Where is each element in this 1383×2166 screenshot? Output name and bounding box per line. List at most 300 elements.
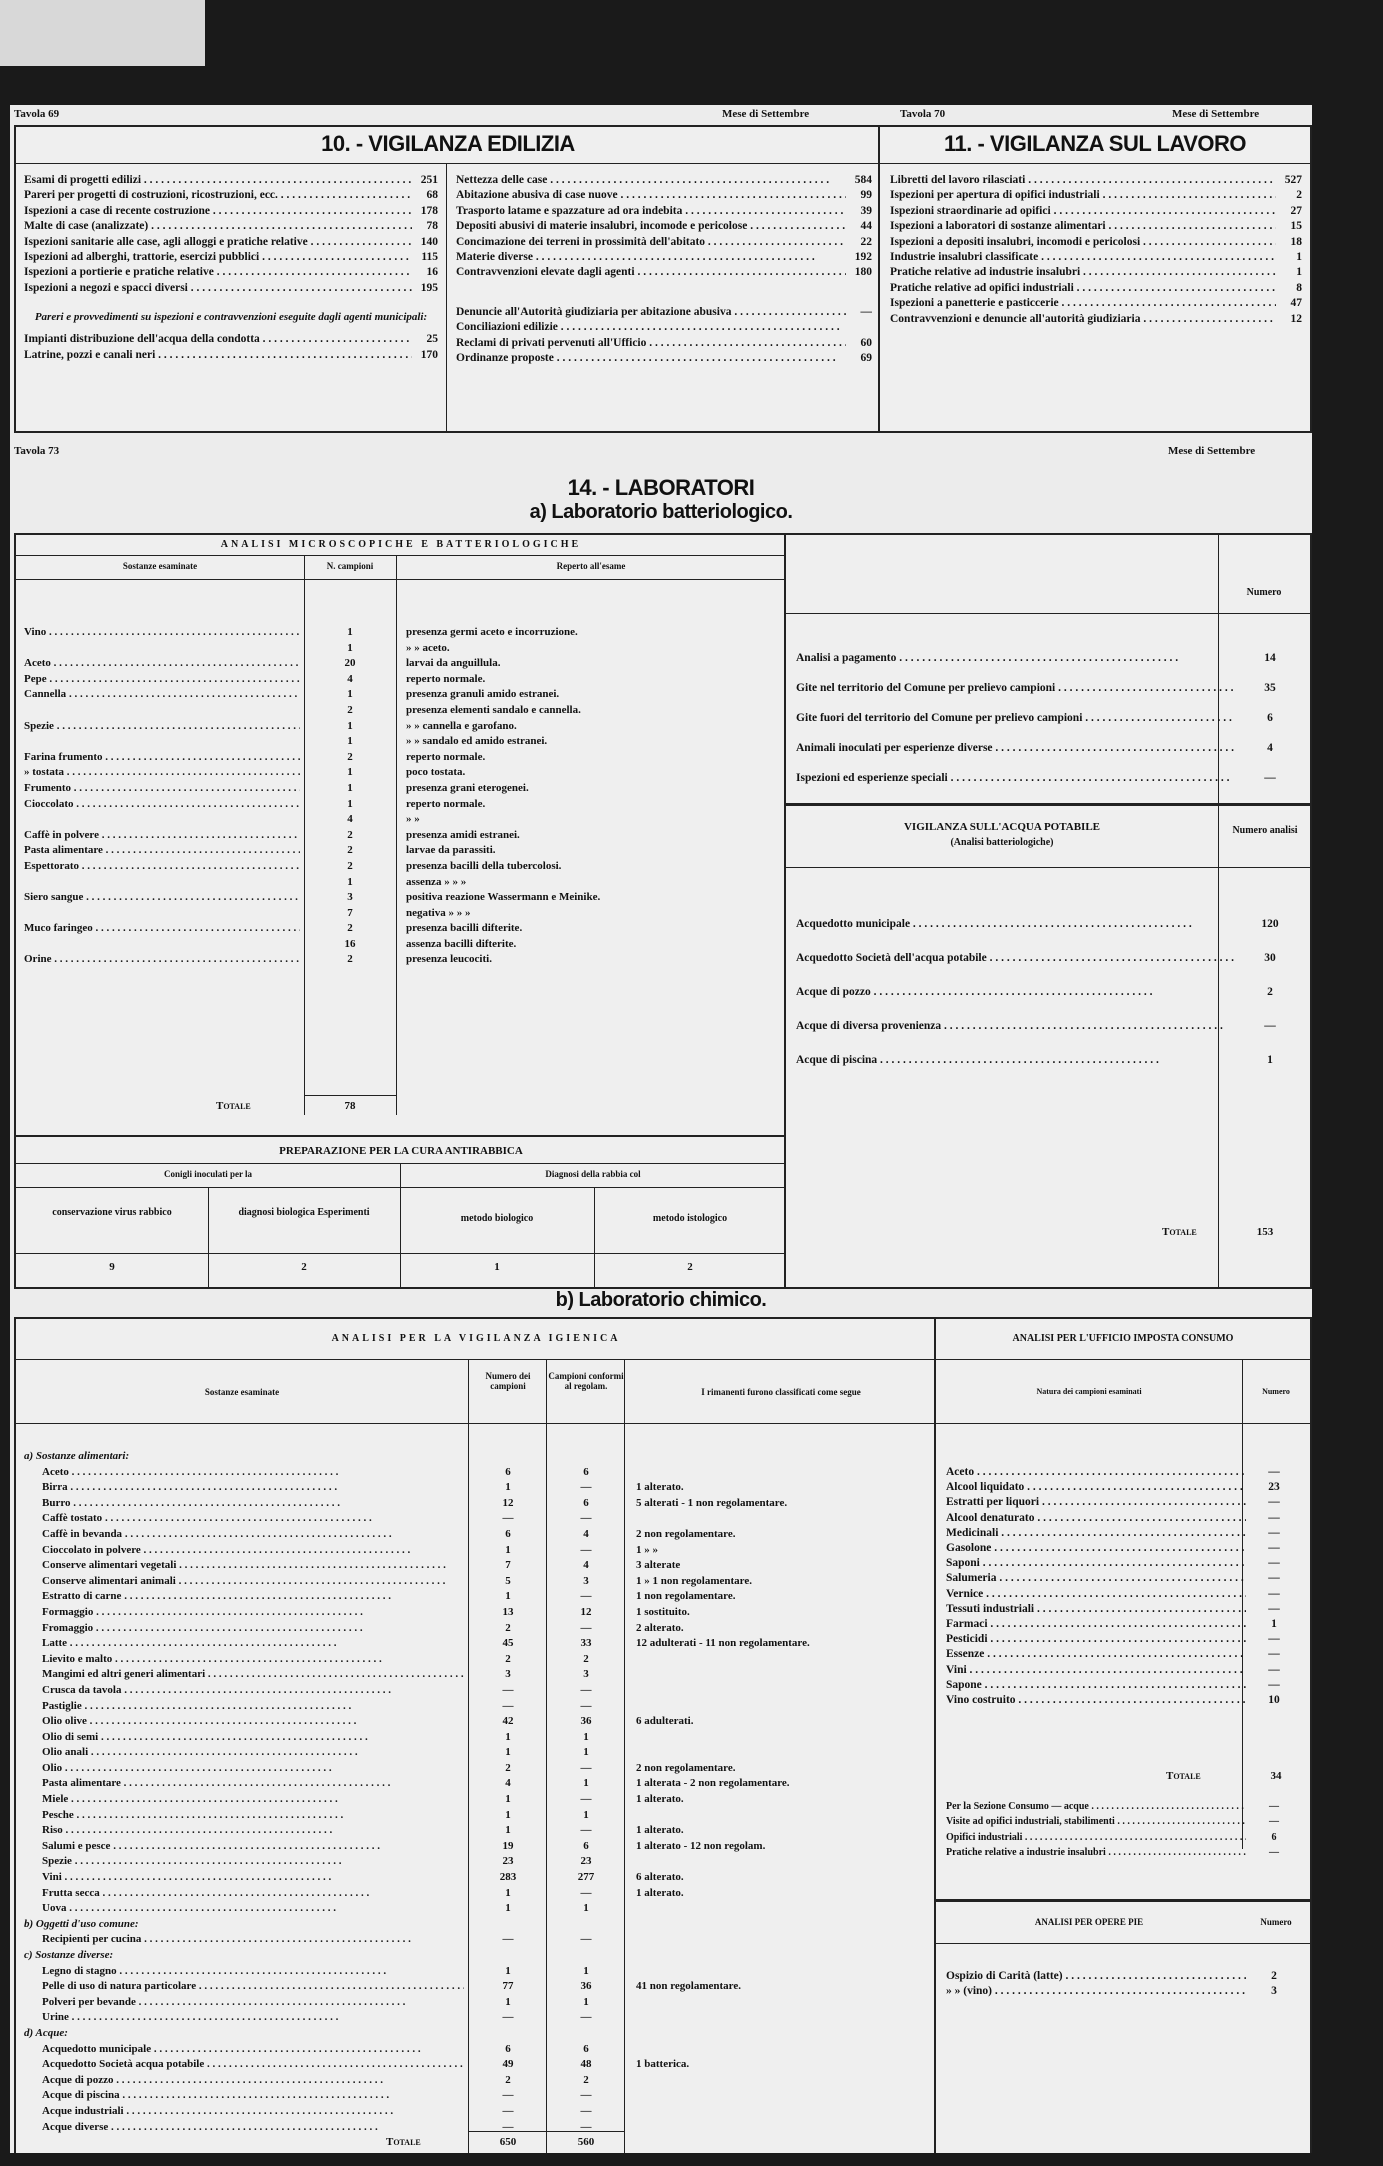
micro-reperto: larvae da parassiti. <box>406 844 496 857</box>
analisi-microscopiche-section <box>14 533 788 1155</box>
chimico-numero: 13 <box>502 1605 514 1618</box>
micro-campioni: 1 <box>347 797 353 810</box>
chimico-rimanenti <box>636 2073 932 2089</box>
lavoro-item-value: 12 <box>1290 312 1302 325</box>
micro-reperto: larvai da anguillula. <box>406 657 501 670</box>
micro-reperto-col <box>406 625 780 968</box>
acqua-subtitle: (Analisi batteriologiche) <box>950 837 1054 848</box>
consumo-item <box>946 1571 1302 1586</box>
opere-pie-numero: Numero <box>1260 1917 1292 1927</box>
chimico-rimanenti: 6 adulterati. <box>636 1715 694 1728</box>
edilizia-item <box>456 265 872 280</box>
chimico-numero: 6 <box>505 1465 511 1478</box>
micro-sostanza: Orine . . . <box>24 952 300 968</box>
col-campioni: N. campioni <box>326 561 374 571</box>
chimico-rimanenti: 12 adulterati - 11 non regolamentare. <box>636 1637 810 1650</box>
micro-campioni: 3 <box>347 891 353 904</box>
edilizia-item-value <box>846 320 872 335</box>
chimico-sostanza: Conserve alimentari animali . . . <box>24 1574 464 1590</box>
edilizia-item <box>24 235 438 250</box>
lavoro-item-value: 27 <box>1290 204 1302 217</box>
consumo-item <box>946 1480 1302 1495</box>
chimico-conformi <box>548 1948 624 1964</box>
chimico-sostanza: Olio . . . <box>24 1761 464 1777</box>
chimico-conformi: — <box>580 1543 592 1556</box>
micro-reperto: » » sandalo ed amido estranei. <box>406 735 548 748</box>
consumo-item-value: 1 <box>1271 1618 1277 1631</box>
edilizia-item-label: Ispezioni a case di recente costruzione . . . <box>24 204 412 219</box>
consumo-item-label: Pesticidi . . . <box>946 1632 1246 1647</box>
opere-pie-list <box>946 1969 1302 2000</box>
edilizia-item-label: Impianti distribuzione dell'acqua della condotta . . . <box>24 332 412 347</box>
opere-pie-item-value: 3 <box>1271 1985 1277 1998</box>
acqua-title: VIGILANZA SULL'ACQUA POTABILE <box>903 821 1100 833</box>
consumo-item-label: Farmaci . . . <box>946 1617 1246 1632</box>
chimico-sostanza: b) Oggetti d'uso comune: <box>24 1917 139 1930</box>
chimico-conformi: 36 <box>580 1980 592 1993</box>
chimico-conformi: 3 <box>583 1668 589 1681</box>
consumo-item-value: — <box>1268 1663 1280 1676</box>
lab-activity-item-value: 6 <box>1267 712 1273 724</box>
chimico-conformi: 6 <box>583 1465 589 1478</box>
lab-activity-item-label: Animali inoculati per esperienze diverse . . . <box>796 733 1234 763</box>
edilizia-item-label: Esami di progetti edilizi . . . <box>24 173 412 188</box>
chimico-sostanza: Burro . . . <box>24 1496 464 1512</box>
month-label-mid: Mese di Settembre <box>1168 445 1256 457</box>
acqua-item-value: 1 <box>1267 1054 1273 1066</box>
consumo-item-label: Alcool denaturato . . . <box>946 1511 1246 1526</box>
chimico-sostanza: Caffè tostato . . . <box>24 1511 464 1527</box>
acqua-item-label: Acquedotto municipale . . . <box>796 907 1192 941</box>
consumo-title: ANALISI PER L'UFFICIO IMPOSTA CONSUMO <box>1012 1333 1234 1344</box>
vigilanza-lavoro-section <box>878 125 1312 433</box>
prep-col-metodo-biologico: metodo biologico <box>460 1213 534 1224</box>
micro-reperto: reperto normale. <box>406 672 486 685</box>
consumo-item-value: — <box>1268 1678 1280 1691</box>
chimico-conformi: 1 <box>583 1902 589 1915</box>
consumo-extra-item-value: 6 <box>1271 1831 1277 1843</box>
chimico-totale-num: 650 <box>499 2136 517 2148</box>
acqua-item-value: 2 <box>1267 986 1273 998</box>
lavoro-item <box>890 281 1302 296</box>
micro-campioni: 7 <box>347 906 353 919</box>
chimico-numero: 49 <box>502 2058 514 2071</box>
micro-sostanza: Siero sangue . . . <box>24 890 300 906</box>
lavoro-item-label: Ispezioni straordinarie ad opifici . . . <box>890 204 1276 219</box>
edilizia-item-value: — <box>860 305 872 318</box>
chimico-rimanenti <box>636 1808 932 1824</box>
prep-col-metodo-istologico: metodo istologico <box>652 1213 728 1224</box>
micro-campioni: 2 <box>347 703 353 716</box>
lab-activity-item <box>796 673 1306 703</box>
chimico-numero: — <box>502 1699 514 1712</box>
edilizia-item-label: Ordinanze proposte . . . <box>456 351 836 366</box>
micro-campioni: 2 <box>347 859 353 872</box>
consumo-item <box>946 1587 1302 1602</box>
page <box>10 105 1312 2153</box>
micro-campioni: 2 <box>347 922 353 935</box>
edilizia-item-label: Ispezioni a portierie e pratiche relative . . . <box>24 265 412 280</box>
micro-sostanza: Cannella . . . <box>24 687 300 703</box>
opere-pie-item-label: Ospizio di Carità (latte) . . . <box>946 1969 1246 1984</box>
lavoro-item <box>890 296 1302 311</box>
micro-campioni: 1 <box>347 719 353 732</box>
lab-right-section <box>784 533 1312 1289</box>
chimico-sostanza: Caffè in bevanda . . . <box>24 1527 464 1543</box>
lavoro-item-label: Ispezioni per apertura di opifici industriali . . . <box>890 188 1276 203</box>
chimico-conformi <box>548 2026 624 2042</box>
prep-header-diagnosi: Diagnosi della rabbia col <box>545 1169 641 1179</box>
chimico-conformi: — <box>580 1481 592 1494</box>
consumo-item-label: Essenze . . . <box>946 1647 1246 1662</box>
prep-val-3: 1 <box>494 1261 500 1273</box>
col-reperto: Reperto all'esame <box>556 561 626 571</box>
chimico-numero: 6 <box>505 2042 511 2055</box>
edilizia-item <box>24 332 438 347</box>
lavoro-list <box>890 173 1302 327</box>
section-title: 11. - VIGILANZA SUL LAVORO <box>944 131 1246 156</box>
chimico-rimanenti <box>636 1948 932 1964</box>
chimico-numero: 2 <box>505 2073 511 2086</box>
lab-activity-item-value: 35 <box>1264 682 1276 694</box>
consumo-item-value: 10 <box>1268 1694 1280 1707</box>
consumo-item-value: — <box>1268 1496 1280 1509</box>
micro-campioni: 2 <box>347 844 353 857</box>
consumo-extra-item-value: — <box>1269 1816 1279 1828</box>
consumo-item-value: — <box>1268 1648 1280 1661</box>
chimico-sostanza: Spezie . . . <box>24 1854 464 1870</box>
prep-val-4: 2 <box>687 1261 693 1273</box>
micro-sostanza <box>24 734 300 750</box>
chimico-numero: 1 <box>505 1995 511 2008</box>
igienica-caption: ANALISI PER LA VIGILANZA IGIENICA <box>331 1333 621 1344</box>
chimico-rimanenti <box>636 1699 932 1715</box>
acqua-item-label: Acque di pozzo . . . <box>796 975 1153 1009</box>
chimico-conformi: 277 <box>577 1871 595 1884</box>
chimico-rimanenti: 2 non regolamentare. <box>636 1527 736 1540</box>
tavola-73-label: Tavola 73 <box>14 445 60 457</box>
chimico-rimanenti <box>636 1995 932 2011</box>
col-rimanenti: I rimanenti furono classificati come segue <box>701 1387 861 1397</box>
chimico-sostanza: a) Sostanze alimentari: <box>24 1450 130 1462</box>
chimico-conformi: 23 <box>580 1855 592 1868</box>
chimico-rimanenti <box>636 1932 932 1948</box>
edilizia-item-label: Trasporto latame e spazzature ad ora indebita . . . <box>456 204 846 219</box>
chimico-rimanenti <box>636 1964 932 1980</box>
acqua-item-label: Acque di diversa provenienza . . . <box>796 1009 1223 1043</box>
lab-activity-item <box>796 763 1306 793</box>
lavoro-item <box>890 219 1302 234</box>
chimico-conformi: — <box>580 1761 592 1774</box>
month-label-left: Mese di Settembre <box>722 108 810 120</box>
acqua-totale-label: Totale <box>1162 1226 1197 1238</box>
edilizia-item <box>24 250 438 265</box>
micro-sostanza: Frumento . . . <box>24 781 300 797</box>
edilizia-item-value: 195 <box>420 281 438 294</box>
right-numero-header: Numero <box>1246 587 1282 598</box>
edilizia-item-value: 60 <box>860 336 872 349</box>
prep-col-conservazione: conservazione virus rabbico <box>52 1207 172 1218</box>
acqua-item <box>796 907 1306 941</box>
lavoro-item <box>890 188 1302 203</box>
chimico-conformi: 1 <box>583 1777 589 1790</box>
edilizia-item-label: Depositi abusivi di materie insalubri, incomode e pericolose . . . <box>456 219 846 234</box>
micro-reperto: presenza bacilli difterite. <box>406 922 523 935</box>
chimico-rimanenti <box>636 2104 932 2120</box>
consumo-item-value: — <box>1268 1572 1280 1585</box>
micro-campioni: 1 <box>347 688 353 701</box>
consumo-extra-item <box>946 1799 1302 1814</box>
chimico-numero: 42 <box>502 1715 514 1728</box>
micro-sostanze-col <box>24 625 300 968</box>
consumo-item-value: — <box>1268 1511 1280 1524</box>
chimico-sostanza: Uova . . . <box>24 1901 464 1917</box>
micro-campioni: 1 <box>347 641 353 654</box>
chimico-rimanenti <box>636 1901 932 1917</box>
chimico-rimanenti <box>636 1854 932 1870</box>
chimico-conformi <box>548 1917 624 1933</box>
chimico-conformi: — <box>580 1793 592 1806</box>
acqua-item-value: — <box>1264 1020 1276 1032</box>
consumo-item-value: — <box>1268 1587 1280 1600</box>
chimico-conformi: — <box>580 2011 592 2024</box>
chimico-numero <box>470 1917 546 1933</box>
chimico-numero: — <box>502 2104 514 2117</box>
chimico-conformi: 1 <box>583 1964 589 1977</box>
edilizia-subtitle: Pareri e provvedimenti su ispezioni e contravvenzioni eseguite dagli agenti municipali: <box>34 311 428 324</box>
consumo-item <box>946 1602 1302 1617</box>
chimico-numero: 77 <box>502 1980 514 1993</box>
chimico-conformi: — <box>580 2089 592 2102</box>
consumo-col-natura: Natura dei campioni esaminati <box>1036 1387 1142 1396</box>
micro-sostanza: Cioccolato . . . <box>24 797 300 813</box>
consumo-totale-label: Totale <box>1166 1770 1201 1782</box>
micro-reperto: assenza bacilli difterite. <box>406 937 517 950</box>
edilizia-item <box>24 219 438 234</box>
preparazione-antirabbica-section <box>14 1135 788 1289</box>
edilizia-item-value: 25 <box>426 333 438 346</box>
edilizia-item <box>456 351 872 366</box>
chimico-numero: 7 <box>505 1559 511 1572</box>
micro-campioni: 20 <box>344 657 356 670</box>
consumo-extra-item-label: Visite ad opifici industriali, stabilimenti . . . <box>946 1814 1246 1829</box>
micro-reperto: reperto normale. <box>406 750 486 763</box>
micro-campioni: 1 <box>347 626 353 638</box>
chimico-numero: — <box>502 1933 514 1946</box>
chimico-rimanenti <box>636 2010 932 2026</box>
micro-reperto: presenza amidi estranei. <box>406 828 520 841</box>
edilizia-item-label: Ispezioni sanitarie alle case, agli alloggi e pratiche relative . . . <box>24 235 412 250</box>
edilizia-item <box>24 204 438 219</box>
lab-activity-item-label: Analisi a pagamento . . . <box>796 643 1178 673</box>
chimico-sostanza: Formaggio . . . <box>24 1605 464 1621</box>
edilizia-item-label: Ispezioni ad alberghi, trattorie, esercizi pubblici . . . <box>24 250 412 265</box>
chimico-rimanenti: 1 » 1 non regolamentare. <box>636 1574 752 1587</box>
consumo-list <box>946 1465 1302 1708</box>
chimico-conformi: — <box>580 1512 592 1525</box>
consumo-item-label: Estratti per liquori . . . <box>946 1495 1246 1510</box>
chimico-conformi: — <box>580 1699 592 1712</box>
consumo-totale-value: 34 <box>1270 1770 1282 1782</box>
micro-sostanza <box>24 641 300 657</box>
consumo-extra-item-label: Per la Sezione Consumo — acque . . . <box>946 1799 1246 1814</box>
chimico-sostanza: Acque di piscina . . . <box>24 2088 464 2104</box>
edilizia-item-label: Latrine, pozzi e canali neri . . . <box>24 348 412 363</box>
micro-campioni: 1 <box>347 875 353 888</box>
chimico-numero: — <box>502 1512 514 1525</box>
chimico-rimanenti: 1 alterato. <box>636 1793 684 1806</box>
chimico-sostanza: Olio olive . . . <box>24 1714 464 1730</box>
consumo-item-label: Sapone . . . <box>946 1678 1246 1693</box>
edilizia-item <box>456 336 872 351</box>
micro-reperto: assenza » » » <box>406 875 467 888</box>
lab-activity-item-label: Ispezioni ed esperienze speciali . . . <box>796 763 1229 793</box>
acqua-totale-value: 153 <box>1256 1226 1274 1238</box>
chimico-sostanza: Acque diverse . . . <box>24 2120 464 2136</box>
chimico-sostanza: Pastiglie . . . <box>24 1699 464 1715</box>
consumo-item-label: Tessuti industriali . . . <box>946 1602 1246 1617</box>
chimico-sostanza: Acque industriali . . . <box>24 2104 464 2120</box>
chimico-conformi: — <box>580 2104 592 2117</box>
micro-reperto: presenza bacilli della tubercolosi. <box>406 859 562 872</box>
acqua-item-label: Acquedotto Società dell'acqua potabile . . . <box>796 941 1234 975</box>
consumo-extra-item-value: — <box>1269 1801 1279 1812</box>
consumo-item-value: — <box>1268 1602 1280 1615</box>
lab-activity-item-label: Gite fuori del territorio del Comune per prelievo campioni . . . <box>796 703 1234 733</box>
edilizia-item <box>456 219 872 234</box>
chimico-numero: 3 <box>505 1668 511 1681</box>
chimico-conformi: 2 <box>583 1652 589 1665</box>
chimico-sostanza: Conserve alimentari vegetali . . . <box>24 1558 464 1574</box>
edilizia-item <box>24 281 438 296</box>
chimico-rimanenti: 2 non regolamentare. <box>636 1761 736 1774</box>
chimico-rimanenti: 3 alterate <box>636 1559 681 1572</box>
col-sostanze: Sostanze esaminate <box>122 561 198 571</box>
chimico-conformi: 1 <box>583 1808 589 1821</box>
lavoro-item <box>890 235 1302 250</box>
micro-sostanza: Espettorato . . . <box>24 859 300 875</box>
edilizia-item-value: 69 <box>860 352 872 365</box>
acqua-item <box>796 1009 1306 1043</box>
chimico-sostanza: Frutta secca . . . <box>24 1886 464 1902</box>
analisi-consumo-section <box>934 1317 1312 2153</box>
chimico-conformi: 1 <box>583 1995 589 2008</box>
lab-activity-item <box>796 643 1306 673</box>
edilizia-item-label: Nettezza delle case . . . <box>456 173 829 188</box>
micro-sostanza: Pepe . . . <box>24 672 300 688</box>
consumo-item-label: Aceto . . . <box>946 1465 1246 1480</box>
acqua-item <box>796 1043 1306 1077</box>
tavola-69-label: Tavola 69 <box>14 108 60 120</box>
chimico-numero <box>470 1449 546 1465</box>
chimico-numero: — <box>502 1683 514 1696</box>
chimico-numero: 1 <box>505 1964 511 1977</box>
acqua-item <box>796 975 1306 1009</box>
lavoro-item-value: 15 <box>1290 220 1302 233</box>
micro-sostanza: Muco faringeo . . . <box>24 921 300 937</box>
chimico-sostanza: Latte . . . <box>24 1636 464 1652</box>
chimico-rimanenti: 5 alterati - 1 non regolamentare. <box>636 1496 788 1509</box>
consumo-item-value: — <box>1268 1542 1280 1555</box>
chimico-sostanza: Crusca da tavola . . . <box>24 1683 464 1699</box>
chimico-conformi: 4 <box>583 1559 589 1572</box>
lavoro-item-label: Ispezioni a panetterie e pasticcerie . . . <box>890 296 1276 311</box>
consumo-item-label: Saponi . . . <box>946 1556 1246 1571</box>
edilizia-left-list <box>24 173 438 363</box>
lavoro-item-label: Ispezioni a laboratori di sostanze alimentari . . . <box>890 219 1276 234</box>
edilizia-item-value: 178 <box>420 204 438 217</box>
edilizia-item-value: 68 <box>426 189 438 202</box>
chimico-sostanza: Acquedotto municipale . . . <box>24 2042 464 2058</box>
lavoro-item <box>890 312 1302 327</box>
edilizia-item <box>456 235 872 250</box>
vigilanza-edilizia-section <box>14 125 882 433</box>
lavoro-item-label: Industrie insalubri classificate . . . <box>890 250 1276 265</box>
acqua-item <box>796 941 1306 975</box>
chimico-sostanza: Recipienti per cucina . . . <box>24 1932 464 1948</box>
chimico-numero: 2 <box>505 1652 511 1665</box>
chimico-conformi: — <box>580 2120 592 2133</box>
laboratori-title: 14. - LABORATORI <box>567 475 755 500</box>
lavoro-item-value: 1 <box>1296 266 1302 279</box>
micro-campioni: 4 <box>347 672 353 685</box>
opere-pie-title: ANALISI PER OPERE PIE <box>1034 1917 1144 1927</box>
chimico-rimanenti <box>636 1449 932 1465</box>
micro-sostanza: » tostata . . . <box>24 765 300 781</box>
edilizia-item-value: 584 <box>854 174 872 186</box>
chimico-conformi: 6 <box>583 2042 589 2055</box>
edilizia-item-value: 115 <box>421 251 438 264</box>
chimico-numero: 1 <box>505 1730 511 1743</box>
micro-reperto: » » cannella e garofano. <box>406 719 517 732</box>
chimico-conformi: 2 <box>583 2073 589 2086</box>
consumo-extra-item-label: Pratiche relative a industrie insalubri . . . <box>946 1845 1246 1860</box>
chimico-conformi: — <box>580 1683 592 1696</box>
acqua-numero-header: Numero analisi <box>1232 825 1298 836</box>
edilizia-item-label: Reclami di privati pervenuti all'Ufficio . . . <box>456 336 846 351</box>
chimico-rimanenti <box>636 1683 932 1699</box>
micro-num-col <box>306 625 394 968</box>
chimico-numero: 2 <box>505 1621 511 1634</box>
section-title: 10. - VIGILANZA EDILIZIA <box>321 131 575 156</box>
lab-activity-item-value: — <box>1264 772 1276 784</box>
edilizia-item-value: 99 <box>860 189 872 202</box>
chimico-sostanza: Olio di semi . . . <box>24 1730 464 1746</box>
lab-activity-list <box>796 643 1306 793</box>
micro-campioni: 16 <box>344 937 356 950</box>
col-numero-campioni: Numero dei campioni <box>485 1371 531 1391</box>
lavoro-item <box>890 204 1302 219</box>
edilizia-item <box>24 265 438 280</box>
chimico-numero: 1 <box>505 1746 511 1759</box>
chimico-numero: 1 <box>505 1793 511 1806</box>
consumo-item-value: — <box>1268 1466 1280 1478</box>
chimico-numero: 5 <box>505 1574 511 1587</box>
consumo-item <box>946 1693 1302 1708</box>
chimico-sostanza: d) Acque: <box>24 2026 68 2039</box>
micro-sostanza <box>24 875 300 891</box>
edilizia-item-value: 22 <box>860 235 872 248</box>
chimico-sostanza: Polveri per bevande . . . <box>24 1995 464 2011</box>
chimico-numero: 2 <box>505 1761 511 1774</box>
consumo-item-label: Medicinali . . . <box>946 1526 1246 1541</box>
opere-pie-item-value: 2 <box>1271 1970 1277 1982</box>
micro-reperto: presenza leucociti. <box>406 953 492 966</box>
chimico-sostanza: Vini . . . <box>24 1870 464 1886</box>
edilizia-item-label: Ispezioni a negozi e spacci diversi . . . <box>24 281 412 296</box>
chimico-rimanenti: 1 alterato. <box>636 1886 684 1899</box>
lavoro-item <box>890 250 1302 265</box>
